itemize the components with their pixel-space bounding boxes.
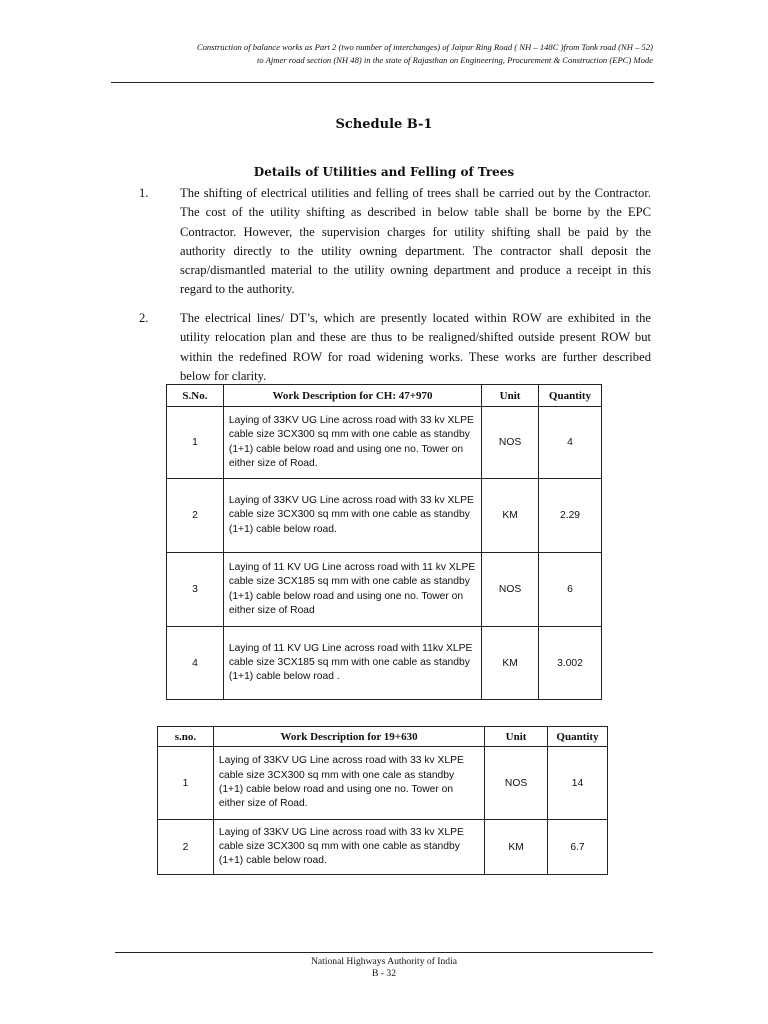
utilities-table-ch-47970 xyxy=(166,384,602,700)
column-header-description: Work Description for CH: 47+970 xyxy=(223,385,481,407)
table-header-row xyxy=(158,727,608,747)
section-title: Details of Utilities and Felling of Trees xyxy=(253,165,515,179)
cell-quantity: 6 xyxy=(539,553,602,627)
cell-sno: 4 xyxy=(167,627,224,700)
schedule-title: Schedule B-1 xyxy=(335,117,433,132)
cell-unit: NOS xyxy=(482,407,539,479)
table-row xyxy=(158,747,608,820)
header-line-2: to Ajmer road section (NH 48) in the state of Rajasthan on Engineering, Procurement & Construction (EPC) Mode xyxy=(256,54,653,65)
page-number: B - 32 xyxy=(372,968,396,979)
paragraph-text: The shifting of electrical utilities and felling of trees shall be carried out by the Contractor. The cost of the utility shifting as described in below table shall be borne by the EPC Contractor. However, the supervision charges for utility shifting shall be paid by the authority directly to the utility owning department. The contractor shall deposit the scrap/dismantled material to the utility owning department and produce a receipt in this regard to the authority. xyxy=(180,186,651,297)
cell-unit: NOS xyxy=(485,747,548,820)
column-header-unit: Unit xyxy=(485,727,548,747)
cell-sno: 1 xyxy=(158,747,214,820)
cell-sno: 2 xyxy=(158,820,214,875)
column-header-description: Work Description for 19+630 xyxy=(213,727,484,747)
utilities-table-19630 xyxy=(157,726,608,875)
cell-description: Laying of 33KV UG Line across road with 33 kv XLPE cable size 3CX300 sq mm with one cable as standby (1+1) cable below road. xyxy=(223,479,481,553)
column-header-unit: Unit xyxy=(482,385,539,407)
footer-divider xyxy=(115,952,653,953)
cell-unit: KM xyxy=(482,627,539,700)
cell-unit: NOS xyxy=(482,553,539,627)
cell-sno: 1 xyxy=(167,407,224,479)
table-row xyxy=(167,479,602,553)
cell-sno: 2 xyxy=(167,479,224,553)
cell-description: Laying of 33KV UG Line across road with 33 kv XLPE cable size 3CX300 sq mm with one cable as standby (1+1) cable below road and using one no. Tower on either size of Road. xyxy=(223,407,481,479)
table-row xyxy=(167,553,602,627)
cell-description: Laying of 11 KV UG Line across road with 11 kv XLPE cable size 3CX185 sq mm with one cable as standby (1+1) cable below road and using one no. Tower on either size of Road xyxy=(223,553,481,627)
paragraph-text: The electrical lines/ DT’s, which are presently located within ROW are exhibited in the utility relocation plan and these are thus to be realigned/shifted outside present ROW but within the redefined ROW for road widening works. These works are further described below for clarity. xyxy=(180,311,651,383)
paragraph-number: 2. xyxy=(139,311,149,325)
cell-quantity: 6.7 xyxy=(548,820,608,875)
paragraph-number: 1. xyxy=(139,186,149,200)
document-header xyxy=(112,41,653,66)
cell-unit: KM xyxy=(482,479,539,553)
cell-quantity: 4 xyxy=(539,407,602,479)
cell-unit: KM xyxy=(485,820,548,875)
cell-sno: 3 xyxy=(167,553,224,627)
column-header-quantity: Quantity xyxy=(548,727,608,747)
table-header-row xyxy=(167,385,602,407)
cell-quantity: 3.002 xyxy=(539,627,602,700)
table-row xyxy=(167,627,602,700)
column-header-sno: S.No. xyxy=(167,385,224,407)
cell-description: Laying of 33KV UG Line across road with 33 kv XLPE cable size 3CX300 sq mm with one cale as standby (1+1) cable below road and using one no. Tower on either size of Road. xyxy=(213,747,484,820)
paragraph-1 xyxy=(139,184,651,300)
cell-description: Laying of 11 KV UG Line across road with 11kv XLPE cable size 3CX185 sq mm with one cable as standby (1+1) cable below road . xyxy=(223,627,481,700)
footer-organization: National Highways Authority of India xyxy=(310,956,457,967)
cell-description: Laying of 33KV UG Line across road with 33 kv XLPE cable size 3CX300 sq mm with one cable as standby (1+1) cable below road. xyxy=(213,820,484,875)
column-header-quantity: Quantity xyxy=(539,385,602,407)
cell-quantity: 14 xyxy=(548,747,608,820)
cell-quantity: 2.29 xyxy=(539,479,602,553)
column-header-sno: s.no. xyxy=(158,727,214,747)
table-row xyxy=(167,407,602,479)
table-row xyxy=(158,820,608,875)
header-line-1: Construction of balance works as Part 2 (two number of interchanges) of Jaipur Ring Road ( NH – 148C )from Tonk road (NH – 52) xyxy=(196,42,653,52)
header-divider xyxy=(111,82,654,83)
paragraph-2 xyxy=(139,309,651,386)
